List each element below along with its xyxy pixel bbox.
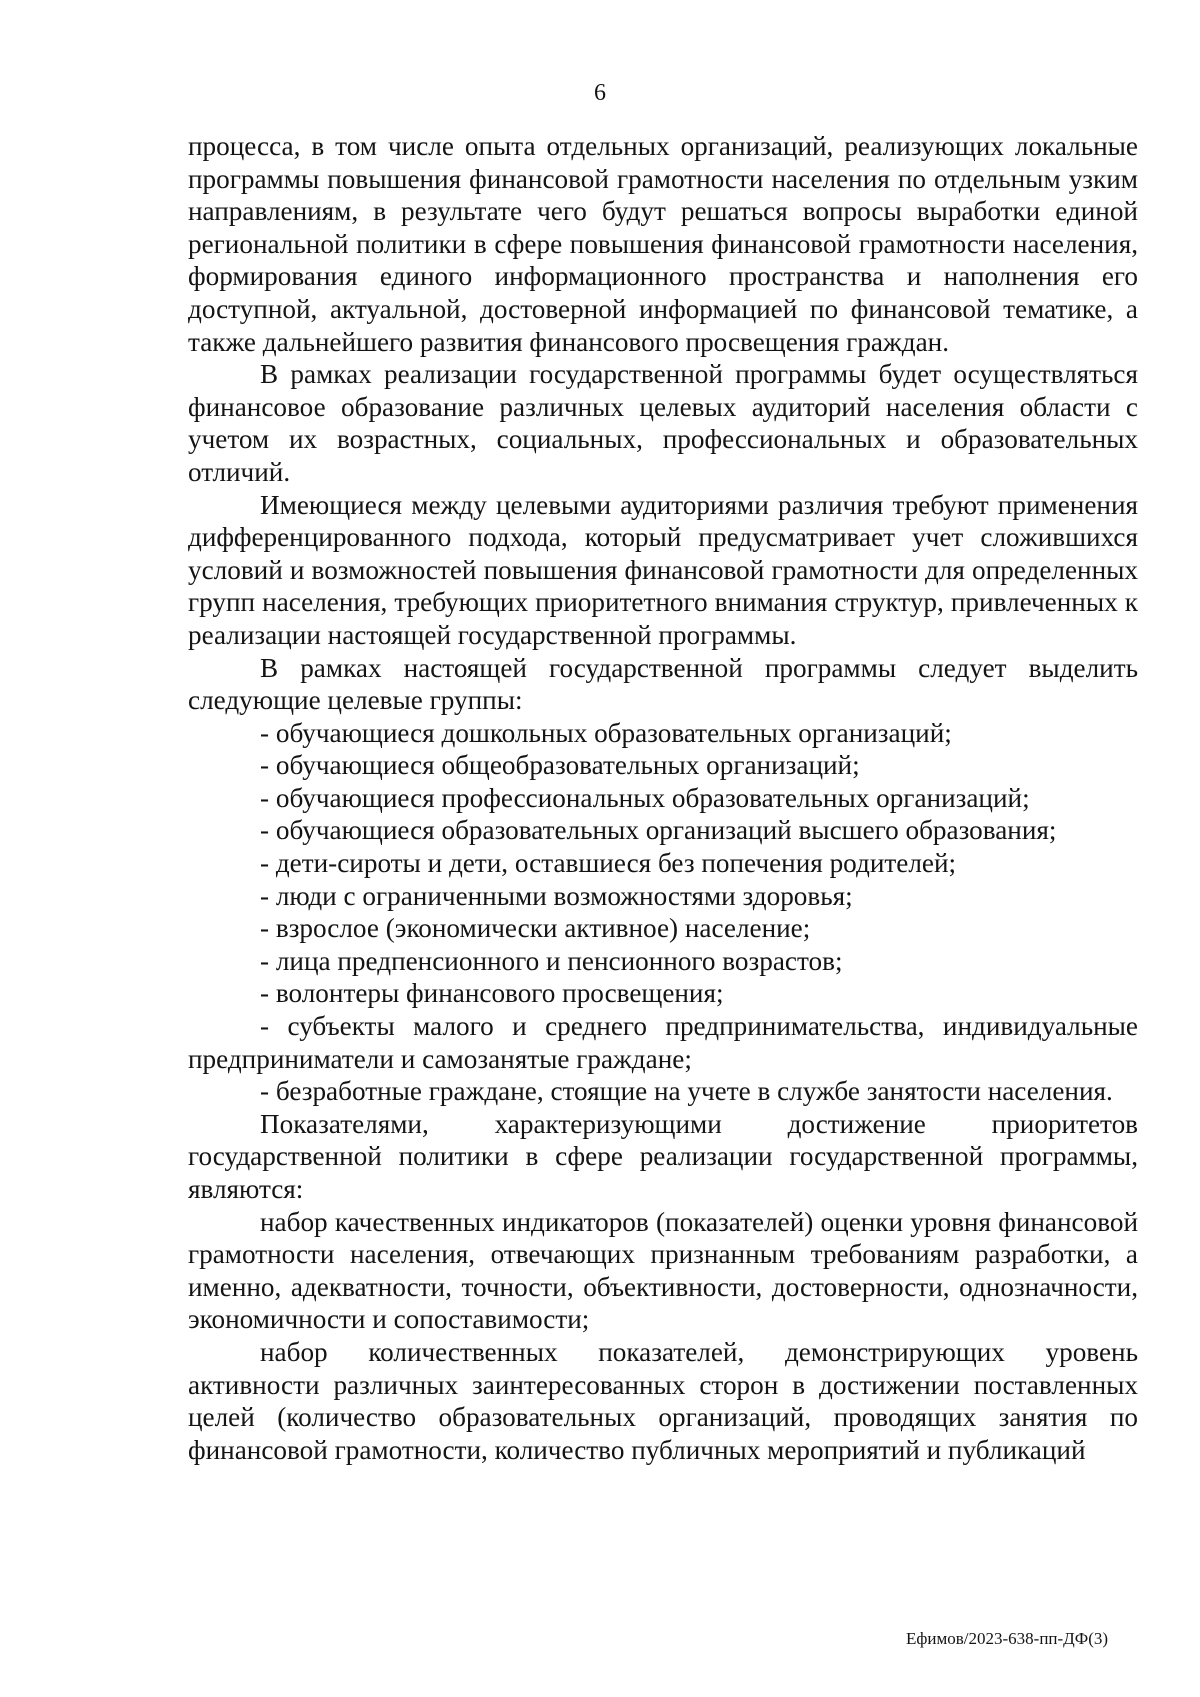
- paragraph: В рамках настоящей государственной программы следует выделить следующие целевые группы:: [188, 652, 1138, 716]
- target-group-item: - дети-сироты и дети, оставшиеся без попечения родителей;: [260, 848, 957, 879]
- target-group-item: - обучающиеся профессиональных образовательных организаций;: [260, 782, 1030, 813]
- page-number: 6: [594, 80, 606, 106]
- target-group-item: - лица предпенсионного и пенсионного возрастов;: [260, 945, 843, 976]
- target-group-item: - безработные граждане, стоящие на учете в службе занятости населения.: [260, 1076, 1113, 1107]
- target-group-item: - волонтеры финансового просвещения;: [260, 978, 724, 1009]
- document-code: Ефимов/2023-638-пп-ДФ(3): [906, 1629, 1109, 1648]
- target-group-item: - субъекты малого и среднего предпринимательства, индивидуальные предприниматели и самозанятые граждане;: [188, 1011, 1138, 1074]
- paragraph: Имеющиеся между целевыми аудиториями различия требуют применения дифференцированного подхода, который предусматривает учет сложившихся условий и возможностей повышения финансовой грамотности для определенных групп населения, требующих приоритетного внимания структур, привлеченных к реализации настоящей государственной программы.: [188, 489, 1138, 650]
- paragraph: В рамках реализации государственной программы будет осуществляться финансовое образование различных целевых аудиторий населения области с учетом их возрастных, социальных, профессиональных и образовательных отличий.: [188, 359, 1138, 487]
- target-group-item: - обучающиеся дошкольных образовательных организаций;: [260, 717, 952, 748]
- target-group-item: - обучающиеся образовательных организаций высшего образования;: [260, 815, 1057, 846]
- indicators-intro: Показателями, характеризующими достижение приоритетов государственной политики в сфере реализации государственной программы, являются:: [188, 1108, 1138, 1204]
- indicator-item: набор качественных индикаторов (показателей) оценки уровня финансовой грамотности населения, отвечающих признанным требованиям разработки, а именно, адекватности, точности, объективности, достоверности, однозначности, экономичности и сопоставимости;: [188, 1206, 1138, 1335]
- target-group-item: - взрослое (экономически активное) население;: [260, 913, 811, 944]
- target-group-item: - люди с ограниченными возможностями здоровья;: [260, 880, 853, 911]
- document-body: [188, 130, 1138, 1466]
- paragraph: процесса, в том числе опыта отдельных организаций, реализующих локальные программы повышения финансовой грамотности населения по отдельным узким направлениям, в результате чего будут решаться вопросы выработки единой региональной политики в сфере повышения финансовой грамотности населения, формирования единого информационного пространства и наполнения его доступной, актуальной, достоверной информацией по финансовой тематике, а также дальнейшего развития финансового просвещения граждан.: [188, 131, 1138, 357]
- indicator-item: набор количественных показателей, демонстрирующих уровень активности различных заинтересованных сторон в достижении поставленных целей (количество образовательных организаций, проводящих занятия по финансовой грамотности, количество публичных мероприятий и публикаций: [188, 1336, 1138, 1465]
- target-group-item: - обучающиеся общеобразовательных организаций;: [260, 750, 860, 781]
